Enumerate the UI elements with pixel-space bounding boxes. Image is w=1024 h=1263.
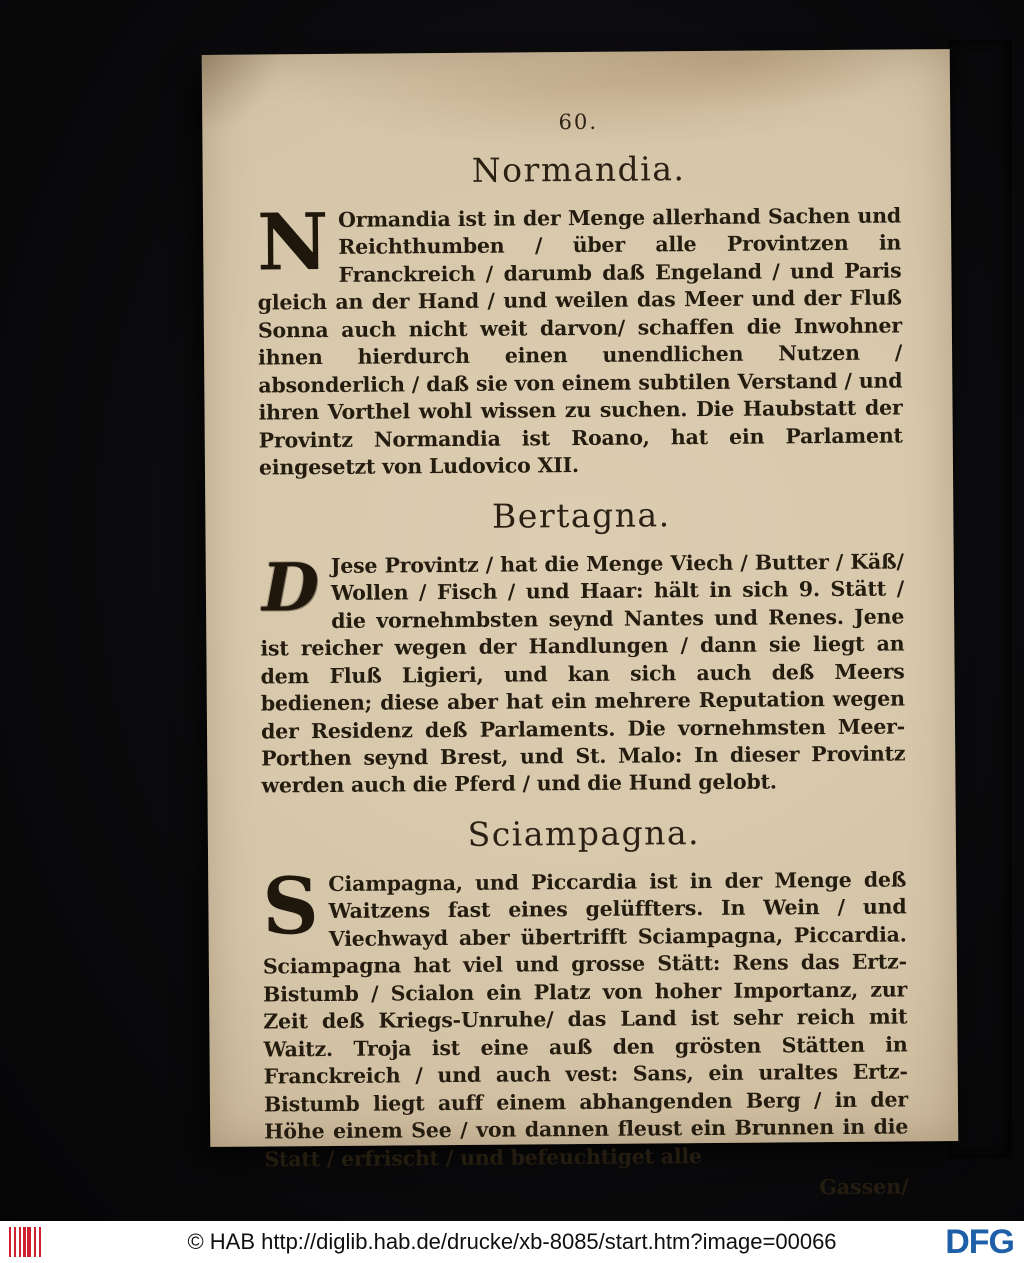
drop-cap-s: S [262, 860, 319, 953]
section-body-bertagna [260, 548, 906, 800]
dfg-logo: DFG [945, 1223, 1014, 1261]
page-content [202, 49, 959, 1204]
section-heading-sciampagna: Sciampagna. [467, 812, 701, 854]
section-heading-bertagna: Bertagna. [491, 494, 671, 536]
section-text: Ormandia ist in der Menge allerhand Sachen und Reichthumben / über alle Provintzen in Franckreich / darumb daß Engeland / und Paris gleich an der Hand / und weilen das Meer und der Fluß Sonna auch nicht weit darvon/ schaffen die Inwohner ihnen hierdurch einen unendlichen Nutzen / absonderlich / daß sie von einem subtilen Verstand / und ihren Vorthel wohl wissen zu suchen. Die Haubstatt der Provintz Normandia ist Roano, hat ein Parlament eingesetzt von Ludovico XII. [257, 203, 903, 480]
page-number: 60. [558, 109, 599, 135]
section-text: Ciampagna, und Piccardia ist in der Menge deß Waitzens fast eines gelüffters. In Wein / und Viechwayd aber übertrifft Sciampagna, Piccardia. Sciampagna hat viel und grosse Stätt: Rens das Ertz-Bistumb / Scialon ein Platz von hoher Importanz, zur Zeit deß Kriegs-Unruhe/ das Land ist sehr reich mit Waitz. Troja ist eine auß den grösten Stätten in Franckreich / und auch vest: Sans, ein uraltes Ertz-Bistumb liegt auff einem abhangenden Berg / in der Höhe einem See / von dannen fleust ein Brunnen in die Statt / erfrischt / und befeuchtiget alle [262, 867, 909, 1172]
section-body-sciampagna [262, 860, 909, 1173]
drop-cap-d-ornate: D [261, 547, 320, 627]
scanned-page [202, 49, 959, 1200]
page-stack-edge [948, 40, 1012, 1158]
footer-bar [0, 1221, 1024, 1263]
section-text: Jese Provintz / hat die Menge Viech / Butter / Käß/ Wollen / Fisch / und Haar: hält in sich 9. Stätt / die vornehmbsten seynd Nantes und Renes. Jene ist reicher wegen der Handlungen / dann sie liegt an dem Fluß Ligieri, und kan sich auch deß Meers bedienen; diese aber hat ein mehrere Reputation wegen der Residenz deß Parlaments. Die vornehmsten Meer-Porthen seynd Brest, und St. Malo: In dieser Provintz werden auch die Pferd / und die Hund gelobt. [260, 549, 906, 798]
section-heading-normandia: Normandia. [471, 149, 686, 190]
catchword: Gassen/ [819, 1174, 909, 1200]
drop-cap-n: N [256, 196, 329, 289]
copyright-link[interactable]: © HAB http://diglib.hab.de/drucke/xb-8085/start.htm?image=00066 [187, 1229, 837, 1254]
section-body-normandia [256, 196, 903, 482]
